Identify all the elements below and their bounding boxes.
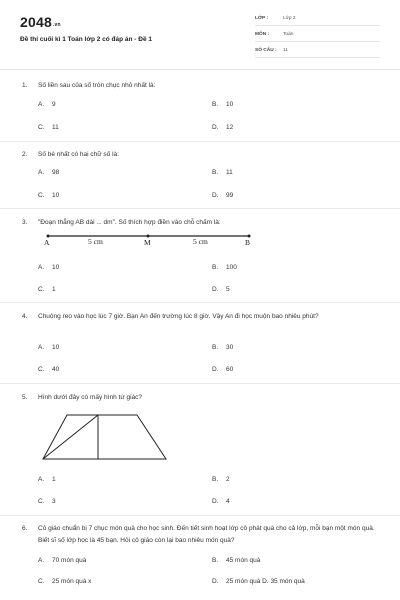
divider [0, 383, 400, 384]
option-value: 1 [52, 476, 56, 483]
point-label-m: M [144, 238, 151, 247]
meta-row-grade [255, 14, 380, 26]
question-number: 2. [22, 151, 28, 158]
question-text: Cô giáo chuẩn bị 7 chục món quà cho học sinh. Đến tiết sinh hoạt lớp cô phát quà cho cả lớp, mỗi bạn một món quà. Biết sĩ số lớp học là 45 bạn. Hỏi cô giáo còn lại bao nhiêu món quà? [38, 524, 375, 544]
option-d[interactable] [212, 366, 233, 373]
option-value: 25 món quà D. 35 món quà [226, 578, 305, 585]
option-d[interactable] [212, 192, 233, 199]
option-value: 40 [52, 366, 60, 373]
exam-title: Đề thi cuối kì 1 Toán lớp 2 có đáp án - Đề 1 [20, 36, 152, 43]
option-letter: C. [38, 124, 45, 131]
option-value: 10 [52, 192, 60, 199]
option-a[interactable] [38, 557, 86, 564]
question-text: Số bé nhất có hai chữ số là: [38, 150, 119, 158]
question-number: 1. [22, 82, 28, 89]
option-value: 100 [226, 264, 237, 271]
option-c[interactable] [38, 286, 56, 293]
option-letter: A. [38, 557, 45, 564]
option-letter: D. [212, 124, 219, 131]
question-number: 6. [22, 525, 28, 532]
option-letter: C. [38, 286, 45, 293]
option-letter: A. [38, 169, 45, 176]
option-value: 11 [52, 124, 59, 131]
question-text: Số liền sau của số tròn chục nhỏ nhất là: [38, 81, 156, 89]
option-letter: D. [212, 366, 219, 373]
divider [0, 208, 400, 209]
option-a[interactable] [38, 169, 59, 176]
option-c[interactable] [38, 124, 59, 131]
option-letter: C. [38, 578, 45, 585]
trapezoid-diagonal-line [43, 415, 98, 459]
site-logo[interactable] [20, 14, 61, 30]
trapezoid-figure [40, 412, 170, 462]
option-value: 4 [226, 498, 230, 505]
option-letter: B. [212, 169, 219, 176]
option-b[interactable] [212, 557, 260, 564]
question-number: 3. [22, 219, 28, 226]
meta-row-count [255, 46, 380, 58]
exam-header [0, 0, 400, 70]
option-d[interactable] [212, 286, 230, 293]
meta-label: MÔN : [255, 32, 270, 37]
option-value: 5 [226, 286, 230, 293]
segment-figure [0, 229, 400, 249]
option-value: 45 món quà [226, 557, 261, 564]
meta-label: SỐ CÂU : [255, 48, 277, 53]
logo-text: 2048 [20, 14, 52, 30]
meta-value: Lớp 2 [283, 16, 296, 21]
option-a[interactable] [38, 101, 56, 108]
divider [0, 141, 400, 142]
option-value: 12 [226, 124, 234, 131]
option-letter: A. [38, 101, 45, 108]
option-value: 11 [226, 169, 233, 176]
option-letter: D. [212, 498, 219, 505]
meta-row-subject [255, 30, 380, 42]
logo-suffix: .vn [52, 22, 61, 28]
option-value: 2 [226, 476, 230, 483]
option-value: 25 món quà x [52, 578, 92, 585]
option-letter: D. [212, 286, 219, 293]
question-text: Hình dưới đây có mấy hình tứ giác? [38, 393, 143, 401]
option-value: 60 [226, 366, 234, 373]
option-a[interactable] [38, 344, 59, 351]
meta-value: Toán [283, 32, 294, 37]
option-value: 10 [52, 264, 60, 271]
option-value: 70 món quà [52, 557, 87, 564]
option-c[interactable] [38, 498, 56, 505]
option-value: 9 [52, 101, 56, 108]
option-letter: D. [212, 192, 219, 199]
meta-value: 11 [283, 48, 288, 53]
option-b[interactable] [212, 264, 237, 271]
point-label-b: B [245, 238, 251, 247]
option-b[interactable] [212, 476, 230, 483]
option-a[interactable] [38, 476, 56, 483]
option-letter: B. [212, 557, 219, 564]
divider [0, 302, 400, 303]
option-letter: C. [38, 192, 45, 199]
option-d[interactable] [212, 498, 230, 505]
option-letter: B. [212, 101, 219, 108]
trapezoid-outline [43, 415, 166, 459]
option-d[interactable] [212, 578, 305, 585]
option-letter: B. [212, 476, 219, 483]
option-value: 10 [52, 344, 60, 351]
option-letter: A. [38, 264, 45, 271]
option-c[interactable] [38, 366, 59, 373]
option-a[interactable] [38, 264, 59, 271]
option-letter: A. [38, 476, 45, 483]
divider [0, 515, 400, 516]
point-label-a: A [44, 238, 50, 247]
option-b[interactable] [212, 169, 233, 176]
option-value: 99 [226, 192, 234, 199]
question-number: 5. [22, 394, 28, 401]
question-number: 4. [22, 313, 28, 320]
option-value: 30 [226, 344, 234, 351]
option-letter: B. [212, 344, 219, 351]
option-b[interactable] [212, 101, 233, 108]
option-b[interactable] [212, 344, 233, 351]
option-letter: C. [38, 366, 45, 373]
option-value: 10 [226, 101, 234, 108]
option-letter: B. [212, 264, 219, 271]
option-c[interactable] [38, 578, 91, 585]
segment-length-mb: 5 cm [193, 237, 208, 246]
option-value: 3 [52, 498, 56, 505]
option-letter: A. [38, 344, 45, 351]
option-letter: D. [212, 578, 219, 585]
meta-label: LỚP : [255, 16, 269, 21]
segment-length-am: 5 cm [88, 237, 103, 246]
option-d[interactable] [212, 124, 233, 131]
option-letter: C. [38, 498, 45, 505]
question-text: "Đoạn thẳng AB dài ... dm". Số thích hợp điền vào chỗ chấm là: [38, 218, 221, 226]
option-value: 98 [52, 169, 60, 176]
option-c[interactable] [38, 192, 59, 199]
question-text: Chuông reo vào học lúc 7 giờ. Bạn An đến trường lúc 8 giờ. Vậy An đi học muộn bao nhiêu phút? [38, 312, 319, 320]
option-value: 1 [52, 286, 56, 293]
